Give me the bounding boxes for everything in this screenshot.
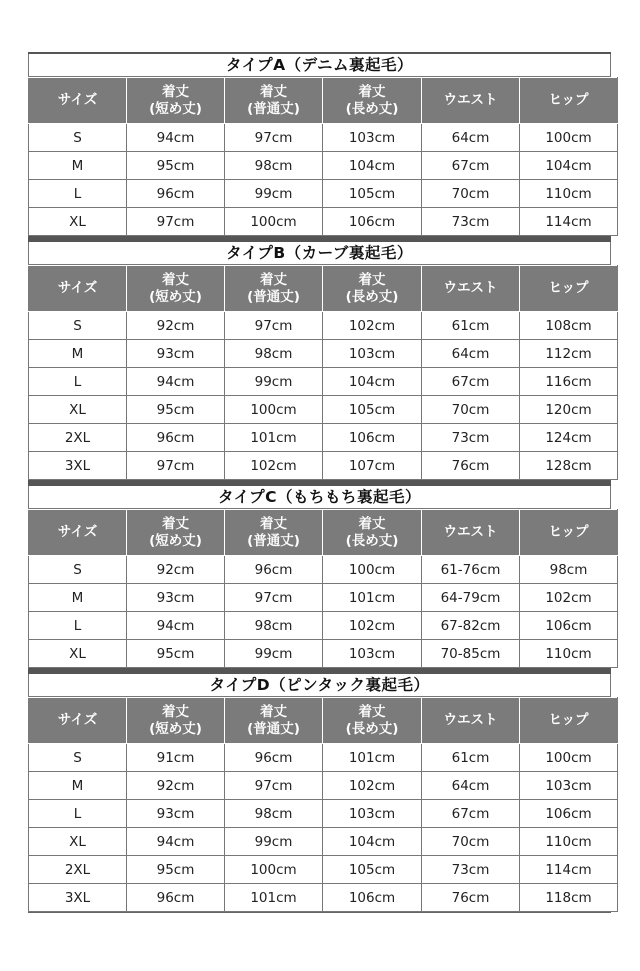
size-cell: S: [29, 312, 127, 340]
measurement-cell: 95cm: [127, 640, 225, 668]
size-table: [28, 265, 618, 480]
measurement-cell: 99cm: [225, 368, 323, 396]
table-row: [29, 312, 618, 340]
column-header: [225, 510, 323, 556]
size-cell: L: [29, 180, 127, 208]
table-row: [29, 452, 618, 480]
measurement-cell: 67cm: [422, 368, 520, 396]
column-header: [323, 510, 422, 556]
measurement-cell: 106cm: [323, 424, 422, 452]
column-header: ヒップ: [520, 510, 618, 556]
measurement-cell: 104cm: [323, 368, 422, 396]
measurement-cell: 70cm: [422, 396, 520, 424]
column-header-line: 着丈: [260, 271, 287, 288]
column-header-line: 着丈: [260, 703, 287, 720]
size-section-2: [28, 236, 611, 480]
measurement-cell: 97cm: [127, 208, 225, 236]
measurement-cell: 120cm: [520, 396, 618, 424]
size-cell: S: [29, 124, 127, 152]
measurement-cell: 106cm: [323, 884, 422, 912]
measurement-cell: 100cm: [520, 124, 618, 152]
column-header: ヒップ: [520, 698, 618, 744]
measurement-cell: 64-79cm: [422, 584, 520, 612]
measurement-cell: 101cm: [225, 424, 323, 452]
column-header: サイズ: [29, 266, 127, 312]
column-header: [225, 698, 323, 744]
section-title: タイプA（デニム裏起毛）: [28, 54, 611, 77]
measurement-cell: 105cm: [323, 396, 422, 424]
size-section-3: [28, 480, 611, 668]
measurement-cell: 105cm: [323, 856, 422, 884]
column-header: [127, 698, 225, 744]
column-header-line: (長め丈): [345, 720, 399, 737]
column-header-line: 着丈: [358, 271, 386, 288]
table-row: [29, 772, 618, 800]
measurement-cell: 67cm: [422, 800, 520, 828]
header-row: [29, 510, 618, 556]
table-row: [29, 396, 618, 424]
measurement-cell: 94cm: [127, 828, 225, 856]
measurement-cell: 103cm: [323, 640, 422, 668]
measurement-cell: 100cm: [225, 396, 323, 424]
measurement-cell: 64cm: [422, 772, 520, 800]
measurement-cell: 100cm: [520, 744, 618, 772]
measurement-cell: 102cm: [323, 772, 422, 800]
column-header: [127, 266, 225, 312]
column-header-line: (普通丈): [247, 288, 300, 305]
measurement-cell: 114cm: [520, 856, 618, 884]
column-header-line: (短め丈): [149, 100, 202, 117]
measurement-cell: 94cm: [127, 368, 225, 396]
section-title: タイプC（もちもち裏起毛）: [28, 486, 611, 509]
column-header-line: 着丈: [358, 703, 386, 720]
size-cell: L: [29, 368, 127, 396]
measurement-cell: 100cm: [225, 208, 323, 236]
measurement-cell: 67cm: [422, 152, 520, 180]
measurement-cell: 95cm: [127, 396, 225, 424]
measurement-cell: 92cm: [127, 312, 225, 340]
measurement-cell: 106cm: [520, 800, 618, 828]
measurement-cell: 101cm: [225, 884, 323, 912]
size-section-4: [28, 668, 611, 913]
size-table: [28, 509, 618, 668]
measurement-cell: 99cm: [225, 180, 323, 208]
column-header-line: (長め丈): [345, 532, 399, 549]
size-cell: M: [29, 584, 127, 612]
measurement-cell: 102cm: [323, 312, 422, 340]
section-title: タイプB（カーブ裏起毛）: [28, 242, 611, 265]
measurement-cell: 70cm: [422, 180, 520, 208]
measurement-cell: 61cm: [422, 312, 520, 340]
measurement-cell: 100cm: [323, 556, 422, 584]
measurement-cell: 108cm: [520, 312, 618, 340]
size-cell: XL: [29, 828, 127, 856]
column-header-line: 着丈: [260, 515, 287, 532]
measurement-cell: 61-76cm: [422, 556, 520, 584]
column-header-line: 着丈: [162, 703, 189, 720]
column-header: [323, 266, 422, 312]
measurement-cell: 103cm: [520, 772, 618, 800]
measurement-cell: 110cm: [520, 828, 618, 856]
measurement-cell: 102cm: [520, 584, 618, 612]
measurement-cell: 98cm: [520, 556, 618, 584]
column-header-line: 着丈: [162, 515, 189, 532]
column-header: サイズ: [29, 78, 127, 124]
size-cell: S: [29, 744, 127, 772]
measurement-cell: 103cm: [323, 340, 422, 368]
size-table: [28, 77, 618, 236]
measurement-cell: 64cm: [422, 340, 520, 368]
size-table: [28, 697, 618, 912]
table-row: [29, 424, 618, 452]
measurement-cell: 61cm: [422, 744, 520, 772]
measurement-cell: 110cm: [520, 180, 618, 208]
measurement-cell: 70cm: [422, 828, 520, 856]
size-cell: XL: [29, 640, 127, 668]
measurement-cell: 96cm: [127, 884, 225, 912]
size-cell: XL: [29, 208, 127, 236]
column-header: サイズ: [29, 510, 127, 556]
column-header: サイズ: [29, 698, 127, 744]
measurement-cell: 107cm: [323, 452, 422, 480]
measurement-cell: 97cm: [225, 584, 323, 612]
measurement-cell: 93cm: [127, 340, 225, 368]
measurement-cell: 104cm: [323, 152, 422, 180]
measurement-cell: 102cm: [323, 612, 422, 640]
measurement-cell: 101cm: [323, 584, 422, 612]
column-header: [323, 78, 422, 124]
measurement-cell: 96cm: [225, 744, 323, 772]
measurement-cell: 96cm: [225, 556, 323, 584]
table-row: [29, 800, 618, 828]
column-header: [127, 510, 225, 556]
measurement-cell: 101cm: [323, 744, 422, 772]
measurement-cell: 93cm: [127, 584, 225, 612]
measurement-cell: 99cm: [225, 640, 323, 668]
measurement-cell: 96cm: [127, 424, 225, 452]
table-row: [29, 180, 618, 208]
size-cell: 3XL: [29, 884, 127, 912]
column-header-line: (短め丈): [149, 720, 202, 737]
size-cell: S: [29, 556, 127, 584]
table-row: [29, 744, 618, 772]
measurement-cell: 76cm: [422, 884, 520, 912]
measurement-cell: 95cm: [127, 856, 225, 884]
table-row: [29, 556, 618, 584]
header-row: [29, 698, 618, 744]
measurement-cell: 94cm: [127, 124, 225, 152]
measurement-cell: 97cm: [225, 124, 323, 152]
measurement-cell: 124cm: [520, 424, 618, 452]
column-header-line: 着丈: [162, 271, 189, 288]
measurement-cell: 100cm: [225, 856, 323, 884]
measurement-cell: 73cm: [422, 424, 520, 452]
column-header-line: (普通丈): [247, 100, 300, 117]
measurement-cell: 73cm: [422, 856, 520, 884]
measurement-cell: 103cm: [323, 124, 422, 152]
size-cell: M: [29, 772, 127, 800]
column-header: [127, 78, 225, 124]
column-header: ウエスト: [422, 510, 520, 556]
table-row: [29, 152, 618, 180]
measurement-cell: 97cm: [127, 452, 225, 480]
header-row: [29, 266, 618, 312]
measurement-cell: 92cm: [127, 556, 225, 584]
column-header: ヒップ: [520, 266, 618, 312]
measurement-cell: 106cm: [520, 612, 618, 640]
column-header: ヒップ: [520, 78, 618, 124]
size-cell: 2XL: [29, 424, 127, 452]
column-header: ウエスト: [422, 266, 520, 312]
column-header-line: (普通丈): [247, 532, 300, 549]
measurement-cell: 105cm: [323, 180, 422, 208]
measurement-cell: 95cm: [127, 152, 225, 180]
section-title: タイプD（ピンタック裏起毛）: [28, 674, 611, 697]
column-header-line: (短め丈): [149, 288, 202, 305]
column-header-line: (長め丈): [345, 100, 399, 117]
measurement-cell: 128cm: [520, 452, 618, 480]
column-header-line: (普通丈): [247, 720, 300, 737]
column-header-line: (短め丈): [149, 532, 202, 549]
measurement-cell: 98cm: [225, 152, 323, 180]
measurement-cell: 104cm: [323, 828, 422, 856]
size-chart: [28, 52, 611, 913]
measurement-cell: 112cm: [520, 340, 618, 368]
column-header: [323, 698, 422, 744]
measurement-cell: 118cm: [520, 884, 618, 912]
measurement-cell: 73cm: [422, 208, 520, 236]
measurement-cell: 96cm: [127, 180, 225, 208]
column-header-line: 着丈: [162, 83, 189, 100]
table-row: [29, 828, 618, 856]
table-row: [29, 208, 618, 236]
column-header-line: 着丈: [358, 83, 386, 100]
measurement-cell: 116cm: [520, 368, 618, 396]
measurement-cell: 97cm: [225, 312, 323, 340]
measurement-cell: 64cm: [422, 124, 520, 152]
measurement-cell: 110cm: [520, 640, 618, 668]
measurement-cell: 104cm: [520, 152, 618, 180]
size-cell: XL: [29, 396, 127, 424]
size-cell: M: [29, 152, 127, 180]
column-header: ウエスト: [422, 78, 520, 124]
table-row: [29, 612, 618, 640]
measurement-cell: 102cm: [225, 452, 323, 480]
header-row: [29, 78, 618, 124]
size-cell: 3XL: [29, 452, 127, 480]
table-row: [29, 856, 618, 884]
column-header: ウエスト: [422, 698, 520, 744]
size-section-1: [28, 52, 611, 236]
table-row: [29, 368, 618, 396]
measurement-cell: 103cm: [323, 800, 422, 828]
measurement-cell: 98cm: [225, 340, 323, 368]
size-cell: L: [29, 800, 127, 828]
measurement-cell: 114cm: [520, 208, 618, 236]
column-header: [225, 266, 323, 312]
column-header-line: 着丈: [358, 515, 386, 532]
measurement-cell: 92cm: [127, 772, 225, 800]
table-row: [29, 124, 618, 152]
size-cell: 2XL: [29, 856, 127, 884]
table-row: [29, 584, 618, 612]
measurement-cell: 70-85cm: [422, 640, 520, 668]
measurement-cell: 67-82cm: [422, 612, 520, 640]
measurement-cell: 97cm: [225, 772, 323, 800]
measurement-cell: 106cm: [323, 208, 422, 236]
column-header: [225, 78, 323, 124]
table-row: [29, 640, 618, 668]
table-row: [29, 884, 618, 912]
size-cell: M: [29, 340, 127, 368]
measurement-cell: 93cm: [127, 800, 225, 828]
measurement-cell: 76cm: [422, 452, 520, 480]
size-cell: L: [29, 612, 127, 640]
table-row: [29, 340, 618, 368]
measurement-cell: 98cm: [225, 800, 323, 828]
column-header-line: (長め丈): [345, 288, 399, 305]
column-header-line: 着丈: [260, 83, 287, 100]
measurement-cell: 94cm: [127, 612, 225, 640]
measurement-cell: 98cm: [225, 612, 323, 640]
measurement-cell: 99cm: [225, 828, 323, 856]
measurement-cell: 91cm: [127, 744, 225, 772]
